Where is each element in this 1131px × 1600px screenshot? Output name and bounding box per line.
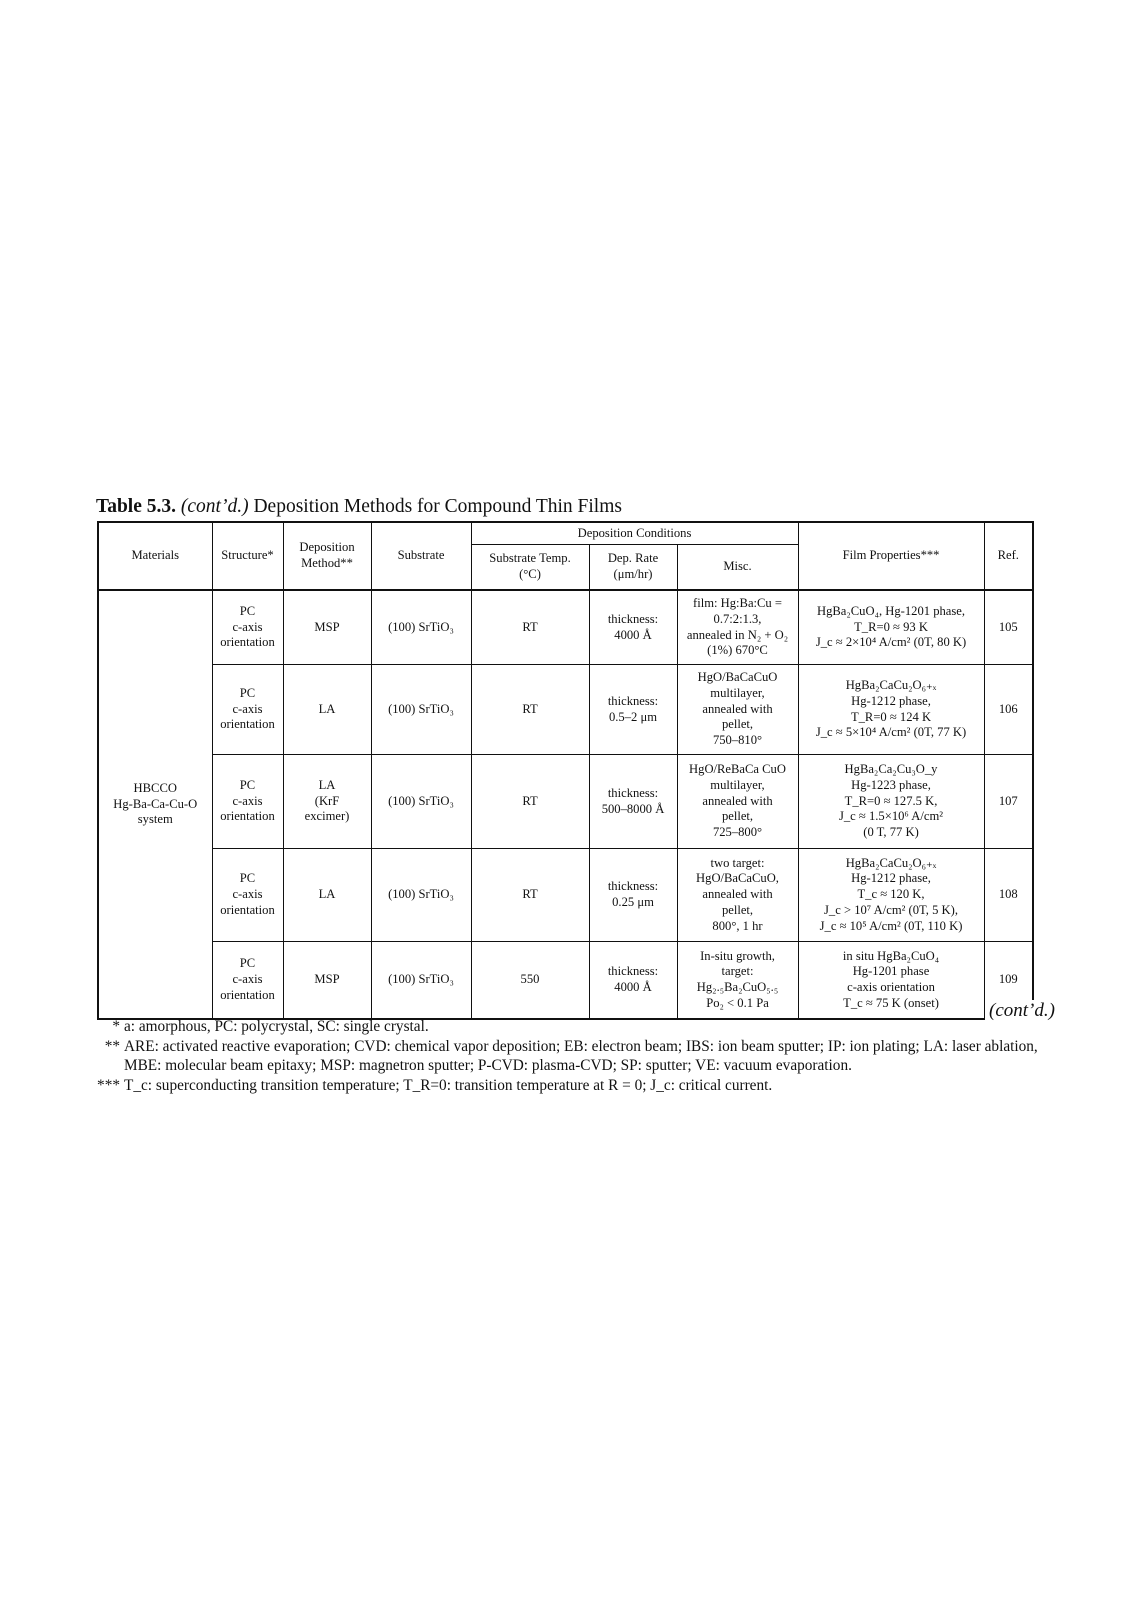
structure-cell: PC c-axis orientation — [212, 942, 283, 1020]
material-cell: HBCCO Hg-Ba-Ca-Cu-O system — [98, 590, 212, 1019]
rate-cell: thickness: 4000 Å — [589, 590, 677, 665]
rate-cell: thickness: 500–8000 Å — [589, 755, 677, 849]
rate-cell: thickness: 4000 Å — [589, 942, 677, 1020]
header-substrate: Substrate — [371, 522, 471, 590]
properties-cell: HgBa₂Ca₂Cu₃O_y Hg-1223 phase, T_R=0 ≈ 127.5 K, J_c ≈ 1.5×10⁶ A/cm² (0 T, 77 K) — [798, 755, 984, 849]
table-row — [98, 665, 1033, 755]
properties-cell: HgBa₂CuO₄, Hg-1201 phase, T_R=0 ≈ 93 K J_c ≈ 2×10⁴ A/cm² (0T, 80 K) — [798, 590, 984, 665]
header-film-properties: Film Properties*** — [798, 522, 984, 590]
rate-cell: thickness: 0.5–2 μm — [589, 665, 677, 755]
method-cell: LA (KrF excimer) — [283, 755, 371, 849]
substrate-cell: (100) SrTiO₃ — [371, 665, 471, 755]
header-ref: Ref. — [984, 522, 1033, 590]
continued-label: (cont’d.) — [985, 1000, 1059, 1022]
header-dep-rate: Dep. Rate (μm/hr) — [589, 545, 677, 591]
temp-cell: RT — [471, 665, 589, 755]
substrate-cell: (100) SrTiO₃ — [371, 590, 471, 665]
temp-cell: RT — [471, 849, 589, 942]
footnote: * a: amorphous, PC: polycrystal, SC: single crystal. — [112, 1018, 429, 1035]
temp-cell: 550 — [471, 942, 589, 1020]
table-title: Deposition Methods for Compound Thin Films — [253, 496, 622, 517]
misc-cell: In-situ growth, target: Hg₂.₅Ba₂CuO₅.₅ Po₂ < 0.1 Pa — [677, 942, 798, 1020]
header-structure: Structure* — [212, 522, 283, 590]
substrate-cell: (100) SrTiO₃ — [371, 755, 471, 849]
footnote: ** ARE: activated reactive evaporation; CVD: chemical vapor deposition; EB: electron beam; IBS: ion beam sputter; IP: ion plating; LA: laser ablation, MBE: molecular beam epitaxy; MSP: magnetron sputter; P-CVD: plasma-CVD; SP: sputter; VE: vacuum evaporation. — [104, 1037, 1038, 1074]
properties-cell: HgBa₂CaCu₂O₆₊ₓ Hg-1212 phase, T_R=0 ≈ 124 K J_c ≈ 5×10⁴ A/cm² (0T, 77 K) — [798, 665, 984, 755]
header-materials: Materials — [98, 522, 212, 590]
table-cont-label: (cont’d.) — [180, 496, 249, 517]
substrate-cell: (100) SrTiO₃ — [371, 942, 471, 1020]
table-row — [98, 755, 1033, 849]
method-cell: MSP — [283, 590, 371, 665]
misc-cell: two target: HgO/BaCaCuO, annealed with pellet, 800°, 1 hr — [677, 849, 798, 942]
header-row-1 — [98, 522, 1033, 545]
misc-cell: HgO/ReBaCa CuO multilayer, annealed with pellet, 725–800° — [677, 755, 798, 849]
header-deposition-conditions: Deposition Conditions — [471, 522, 798, 545]
ref-cell: 105 — [984, 590, 1033, 665]
method-cell: LA — [283, 849, 371, 942]
ref-cell: 107 — [984, 755, 1033, 849]
ref-cell: 108 — [984, 849, 1033, 942]
ref-cell: 109 — [984, 942, 1033, 1020]
misc-cell: HgO/BaCaCuO multilayer, annealed with pellet, 750–810° — [677, 665, 798, 755]
properties-cell: HgBa₂CaCu₂O₆₊ₓ Hg-1212 phase, T_c ≈ 120 K, J_c > 10⁷ A/cm² (0T, 5 K), J_c ≈ 10⁵ A/cm² (0T, 110 K) — [798, 849, 984, 942]
misc-cell: film: Hg:Ba:Cu = 0.7:2:1.3, annealed in N₂ + O₂ (1%) 670°C — [677, 590, 798, 665]
structure-cell: PC c-axis orientation — [212, 665, 283, 755]
header-substrate-temp: Substrate Temp. (°C) — [471, 545, 589, 591]
table-row — [98, 849, 1033, 942]
table-row — [98, 942, 1033, 1020]
structure-cell: PC c-axis orientation — [212, 590, 283, 665]
structure-cell: PC c-axis orientation — [212, 849, 283, 942]
table-number: Table 5.3. — [96, 496, 177, 517]
rate-cell: thickness: 0.25 μm — [589, 849, 677, 942]
substrate-cell: (100) SrTiO₃ — [371, 849, 471, 942]
footnote: *** T_c: superconducting transition temperature; T_R=0: transition temperature at R = 0; J_c: critical current. — [97, 1076, 773, 1094]
header-method: Deposition Method** — [283, 522, 371, 590]
properties-cell: in situ HgBa₂CuO₄ Hg-1201 phase c-axis orientation T_c ≈ 75 K (onset) — [798, 942, 984, 1020]
temp-cell: RT — [471, 755, 589, 849]
method-cell: MSP — [283, 942, 371, 1020]
table-row — [98, 590, 1033, 665]
ref-cell: 106 — [984, 665, 1033, 755]
temp-cell: RT — [471, 590, 589, 665]
header-misc: Misc. — [677, 545, 798, 591]
footnotes — [92, 1017, 1042, 1095]
deposition-methods-table — [97, 521, 1034, 1020]
structure-cell: PC c-axis orientation — [212, 755, 283, 849]
table-caption — [96, 496, 622, 518]
method-cell: LA — [283, 665, 371, 755]
